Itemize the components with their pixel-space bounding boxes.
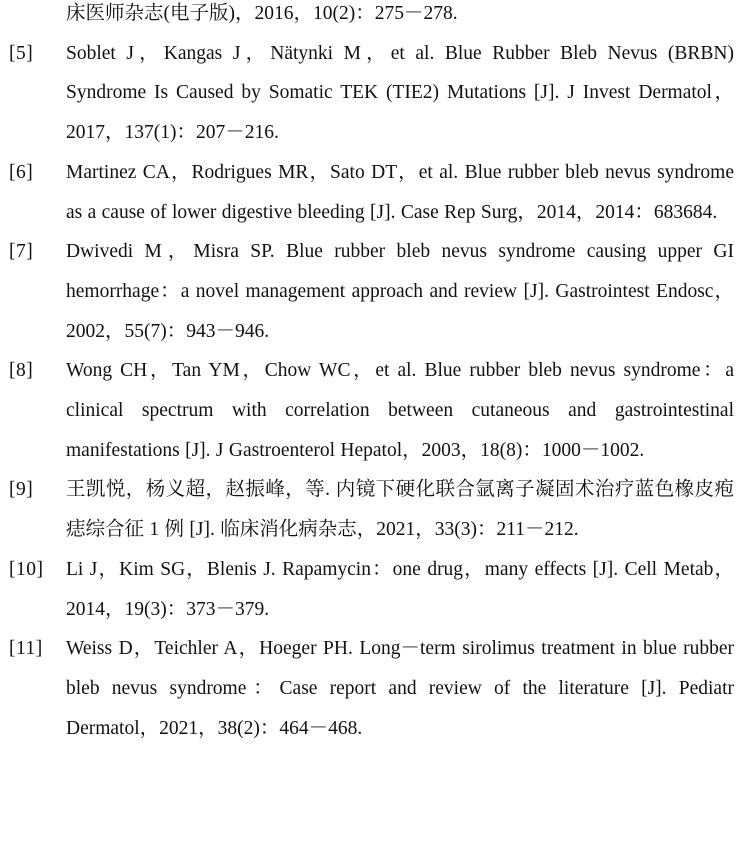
reference-9 (0, 470, 748, 549)
reference-5 (0, 34, 748, 153)
reference-text: 床医师杂志(电子版)，2016，10(2)：275－278. (66, 3, 458, 24)
reference-11 (0, 629, 748, 748)
reference-number: [10] (9, 558, 44, 580)
reference-text: Li J，Kim SG，Blenis J. Rapamycin：one drug，many effects [J]. Cell Metab，2014，19(3)：373－379. (66, 558, 734, 620)
reference-number: [5] (9, 42, 34, 64)
reference-continued (0, 0, 748, 34)
reference-7 (0, 232, 748, 351)
reference-text: Wong CH，Tan YM，Chow WC，et al. Blue rubber bleb nevus syndrome：a clinical spectrum with correlation between cutaneous and gastrointestinal manifestations [J]. J Gastroenterol Hepatol，2003，18(8)：1000－1002. (66, 360, 734, 461)
reference-number: [8] (9, 360, 34, 382)
reference-text: Martinez CA，Rodrigues MR，Sato DT，et al. Blue rubber bleb nevus syndrome as a cause of lower digestive bleeding [J]. Case Rep Surg，2014，2014：683684. (66, 161, 734, 223)
reference-10 (0, 550, 748, 629)
reference-number: [6] (9, 161, 34, 183)
reference-8 (0, 351, 748, 470)
reference-text: Dwivedi M，Misra SP. Blue rubber bleb nevus syndrome causing upper GI hemorrhage：a novel management approach and review [J]. Gastrointest Endosc，2002，55(7)：943－946. (66, 241, 734, 342)
reference-text: 王凯悦，杨义超，赵振峰，等. 内镜下硬化联合氩离子凝固术治疗蓝色橡皮疱痣综合征 1 例 [J]. 临床消化病杂志，2021，33(3)：211－212. (66, 479, 734, 541)
reference-6 (0, 153, 748, 232)
reference-number: [9] (9, 479, 34, 501)
reference-text: Weiss D，Teichler A，Hoeger PH. Long－term sirolimus treatment in blue rubber bleb nevus syndrome：Case report and review of the literature [J]. Pediatr Dermatol，2021，38(2)：464－468. (66, 638, 734, 739)
reference-number: [7] (9, 241, 34, 263)
reference-number: [11] (9, 638, 43, 660)
reference-text: Soblet J，Kangas J，Nätynki M，et al. Blue Rubber Bleb Nevus (BRBN) Syndrome Is Caused by Somatic TEK (TIE2) Mutations [J]. J Invest Dermatol，2017，137(1)：207－216. (66, 42, 734, 144)
